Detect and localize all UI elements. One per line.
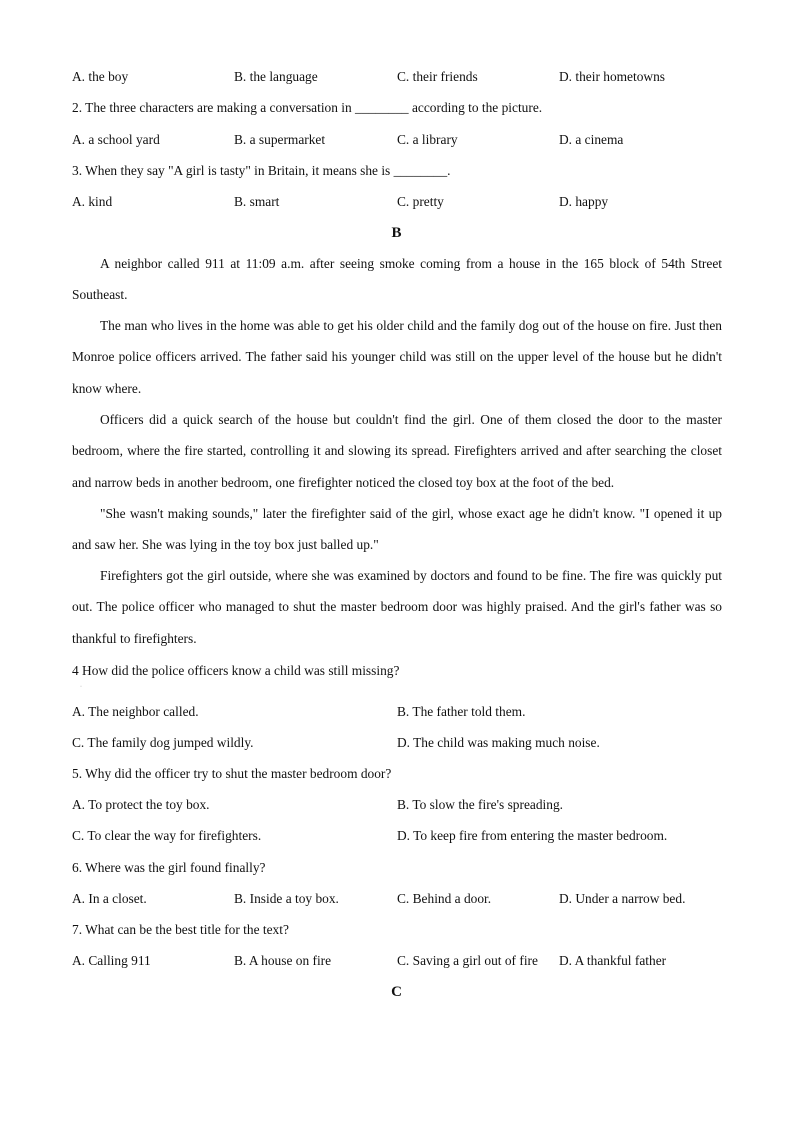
q4-question: 4 How did the police officers know a child was still missing? <box>72 663 400 678</box>
q3-option-a: A. kind <box>72 194 113 209</box>
passage-paragraph-3: Officers did a quick search of the house but couldn't find the girl. One of them closed the door to the master bedroom, where the fire started, controlling it and slowing its spread. Firefighters arrived and after searching the closet and narrow beds in another bedroom, one firefighter noticed the closed toy box at the foot of the bed. <box>72 412 722 490</box>
q7-option-d: D. A thankful father <box>559 953 667 968</box>
q7-option-b: B. A house on fire <box>234 953 332 968</box>
q3-option-d: D. happy <box>559 194 609 209</box>
q2-option-c: C. a library <box>397 132 458 147</box>
q7-option-a: A. Calling 911 <box>72 953 151 968</box>
q2-question: 2. The three characters are making a conversation in ________ according to the picture. <box>72 100 543 115</box>
q2-option-d: D. a cinema <box>559 132 624 147</box>
speck-mark: · <box>80 684 82 690</box>
passage-paragraph-2: The man who lives in the home was able to get his older child and the family dog out of the house on fire. Just then Monroe police officers arrived. The father said his younger child was still on the upper level of the house but he didn't know where. <box>72 318 722 396</box>
q4-option-b: B. The father told them. <box>397 704 526 719</box>
q6-option-c: C. Behind a door. <box>397 891 492 906</box>
q6-option-b: B. Inside a toy box. <box>234 891 339 906</box>
passage-paragraph-5: Firefighters got the girl outside, where she was examined by doctors and found to be fine. The fire was quickly put out. The police officer who managed to shut the master bedroom door was highly praised. And the girl's father was so thankful to firefighters. <box>72 568 722 646</box>
section-b-heading: B <box>391 225 402 241</box>
q3-option-c: C. pretty <box>397 194 444 209</box>
q2-option-a: A. a school yard <box>72 132 160 147</box>
q2-option-b: B. a supermarket <box>234 132 326 147</box>
q7-question: 7. What can be the best title for the text? <box>72 922 289 937</box>
q5-option-a: A. To protect the toy box. <box>72 797 210 812</box>
q3-question: 3. When they say "A girl is tasty" in Britain, it means she is ________. <box>72 163 451 178</box>
q1-option-d: D. their hometowns <box>559 69 665 84</box>
q5-option-c: C. To clear the way for firefighters. <box>72 828 262 843</box>
q6-option-a: A. In a closet. <box>72 891 147 906</box>
q7-option-c: C. Saving a girl out of fire <box>397 953 538 968</box>
q5-question: 5. Why did the officer try to shut the master bedroom door? <box>72 766 392 781</box>
q6-option-d: D. Under a narrow bed. <box>559 891 686 906</box>
q3-option-b: B. smart <box>234 194 280 209</box>
q1-option-c: C. their friends <box>397 69 478 84</box>
q6-question: 6. Where was the girl found finally? <box>72 860 266 875</box>
q4-option-d: D. The child was making much noise. <box>397 735 600 750</box>
q5-option-d: D. To keep fire from entering the master bedroom. <box>397 828 668 843</box>
q4-option-c: C. The family dog jumped wildly. <box>72 735 254 750</box>
section-c-heading: C <box>391 984 402 1000</box>
q1-option-a: A. the boy <box>72 69 129 84</box>
q4-option-a: A. The neighbor called. <box>72 704 199 719</box>
q5-option-b: B. To slow the fire's spreading. <box>397 797 563 812</box>
q1-option-b: B. the language <box>234 69 318 84</box>
passage-paragraph-4: "She wasn't making sounds," later the firefighter said of the girl, whose exact age he didn't know. "I opened it up and saw her. She was lying in the toy box just balled up." <box>72 506 722 553</box>
passage-paragraph-1: A neighbor called 911 at 11:09 a.m. after seeing smoke coming from a house in the 165 block of 54th Street Southeast. <box>72 256 722 303</box>
